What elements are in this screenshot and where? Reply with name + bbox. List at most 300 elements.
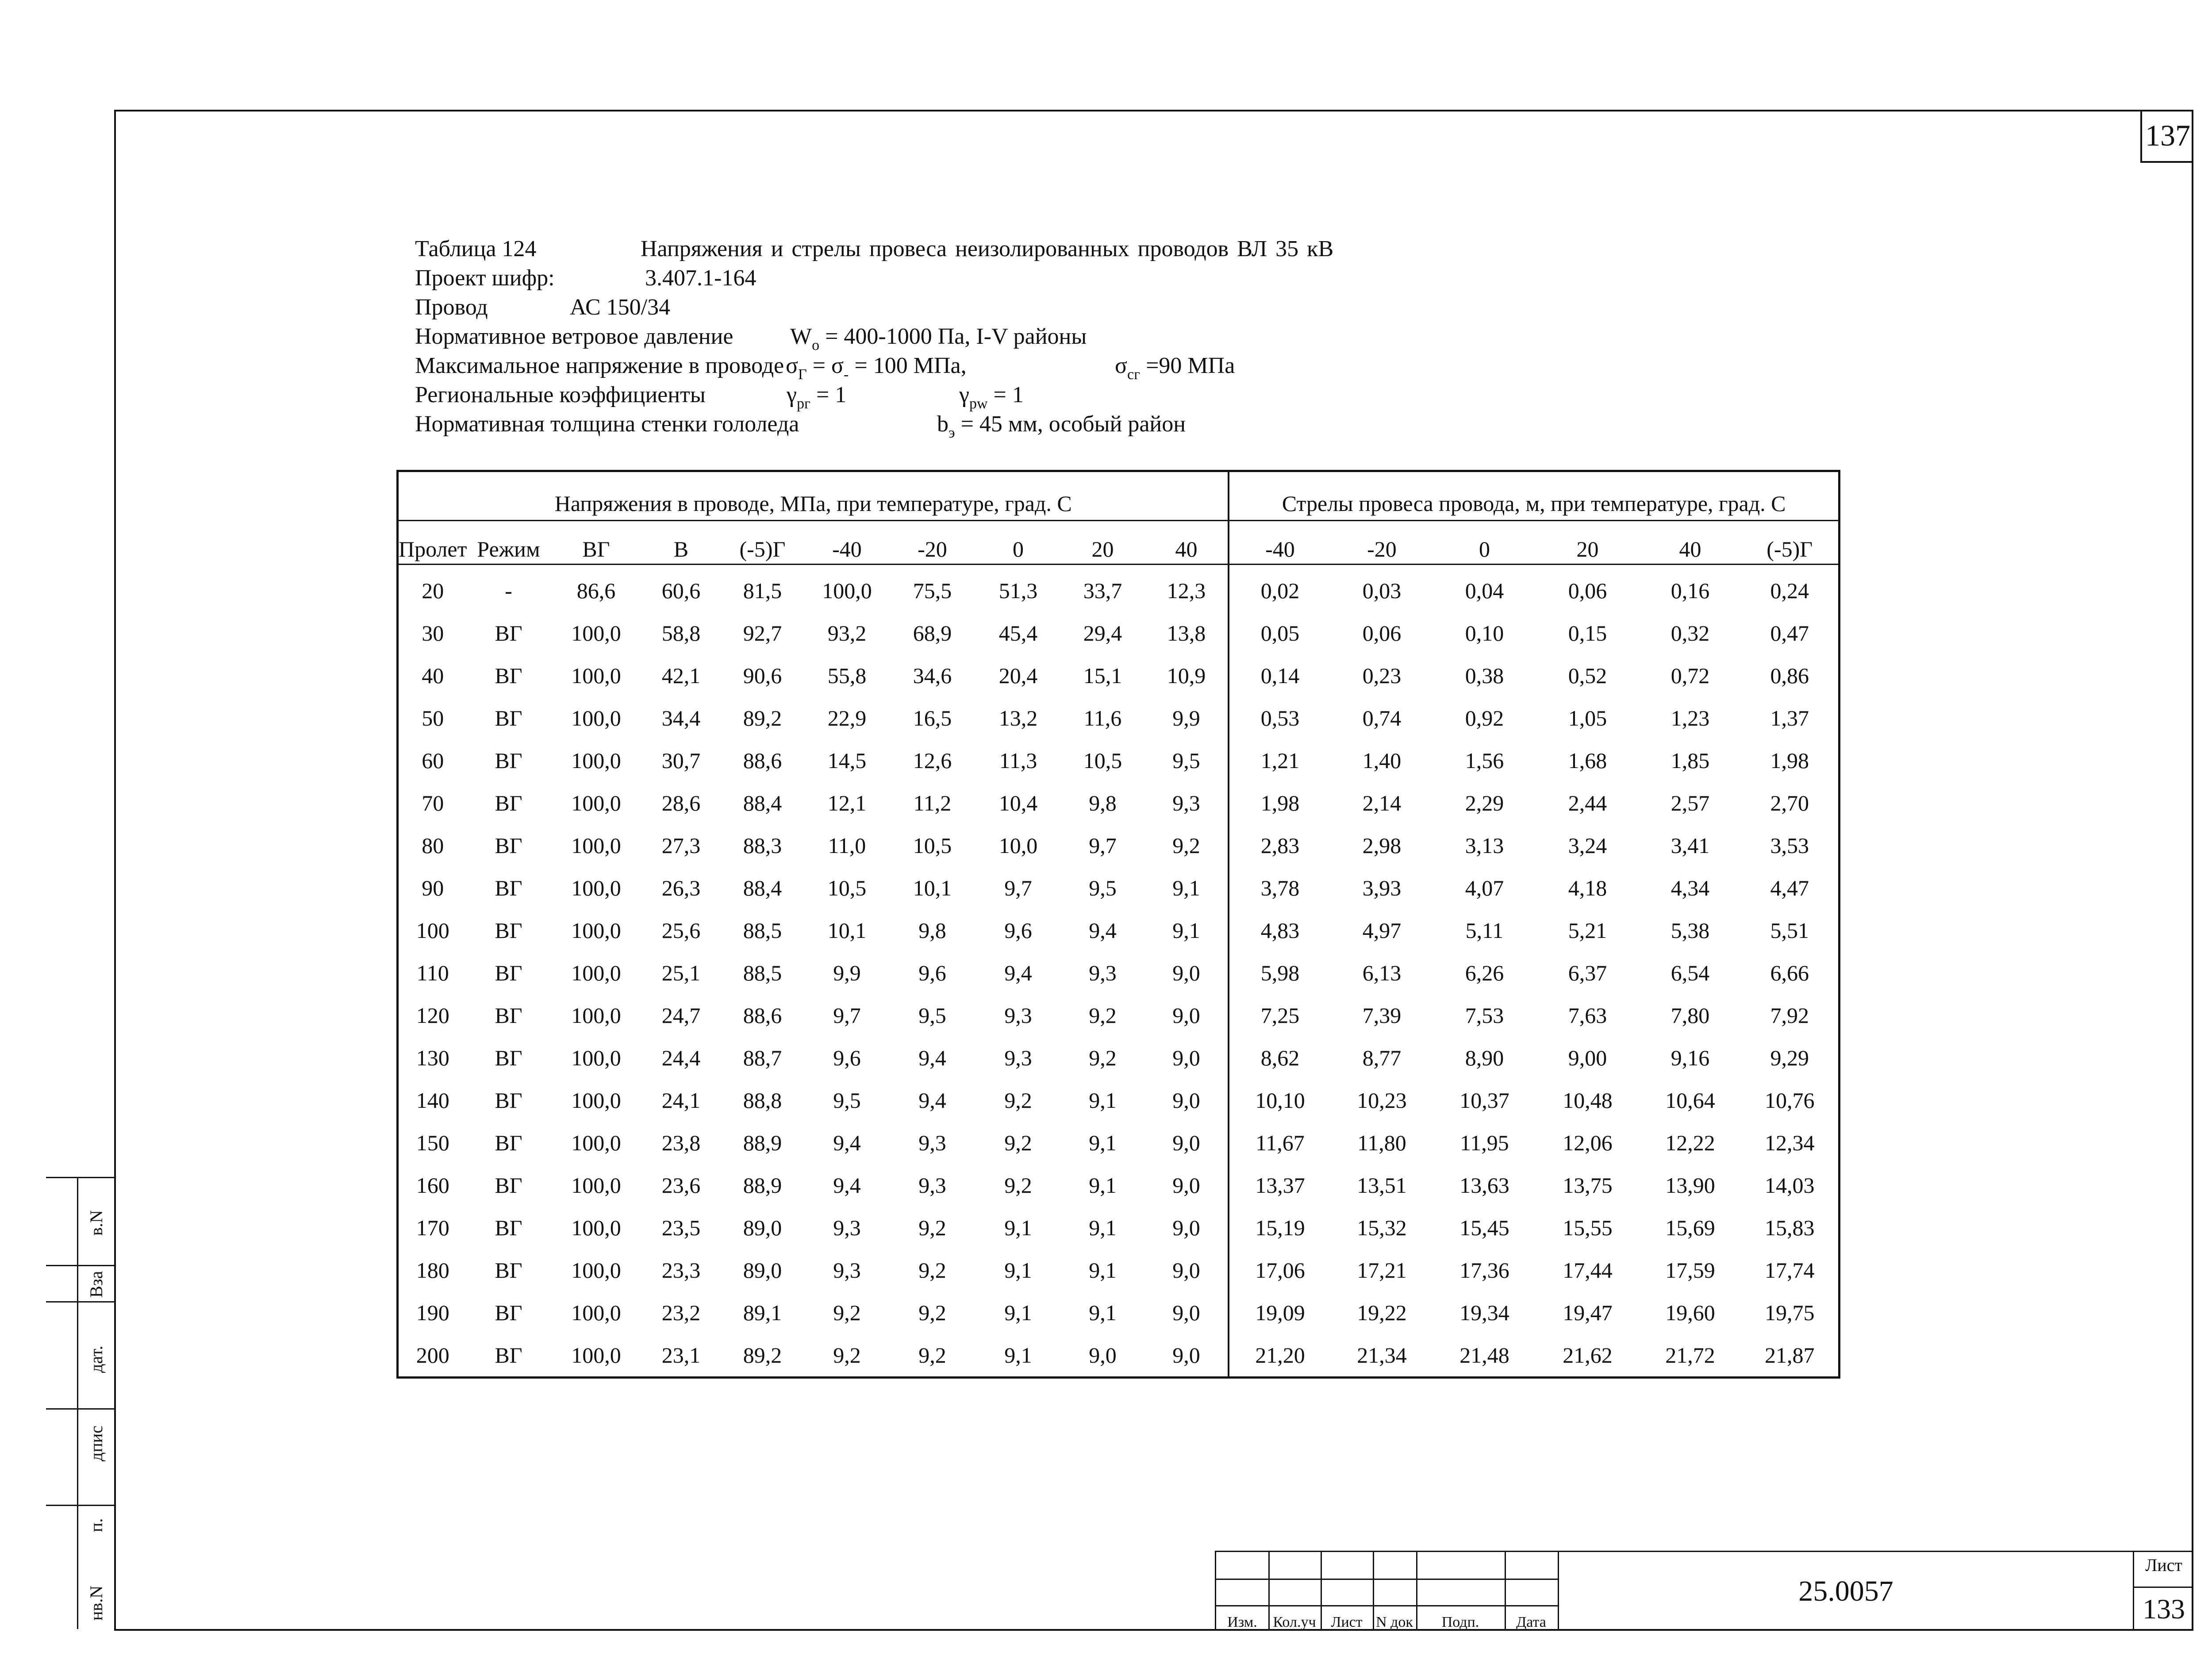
table-cell: 12,6 bbox=[913, 748, 952, 773]
table-cell: 100,0 bbox=[571, 1088, 621, 1113]
table-cell: 23,3 bbox=[661, 1258, 701, 1283]
table-cell: 12,06 bbox=[1563, 1130, 1613, 1155]
table-row bbox=[398, 782, 1839, 824]
table-cell: 11,6 bbox=[1083, 706, 1122, 730]
table-cell: 89,2 bbox=[743, 1343, 782, 1368]
gamma-pg: $\gamma_{pг} = 1$ bbox=[787, 382, 847, 412]
table-cell: 9,3 bbox=[833, 1258, 861, 1283]
table-cell: 0,02 bbox=[1229, 565, 1330, 612]
table-cell: 88,7 bbox=[743, 1045, 782, 1070]
table-cell: 7,92 bbox=[1770, 1003, 1809, 1028]
table-cell: ВГ bbox=[495, 1343, 522, 1368]
table-cell: 93,2 bbox=[827, 621, 867, 645]
column-header: Пролет bbox=[398, 521, 467, 565]
table-cell: 7,53 bbox=[1465, 1003, 1504, 1028]
table-cell: 4,18 bbox=[1568, 876, 1607, 900]
table-cell: 9,1 bbox=[1089, 1215, 1117, 1240]
table-cell: ВГ bbox=[495, 748, 522, 773]
table-cell: 3,53 bbox=[1770, 833, 1809, 858]
table-row bbox=[398, 909, 1839, 952]
table-cell: 170 bbox=[416, 1215, 449, 1240]
table-cell: 89,0 bbox=[743, 1215, 782, 1240]
table-cell: 12,22 bbox=[1665, 1130, 1715, 1155]
table-cell: 9,2 bbox=[1004, 1130, 1032, 1155]
table-cell: 10,5 bbox=[913, 833, 952, 858]
table-cell: 17,59 bbox=[1665, 1258, 1715, 1283]
table-cell: ВГ bbox=[495, 791, 522, 815]
table-cell: ВГ bbox=[495, 1088, 522, 1113]
table-cell: 25,1 bbox=[661, 961, 701, 985]
table-cell: 100,0 bbox=[571, 1003, 621, 1028]
stamp-label: дат. bbox=[86, 1345, 106, 1373]
column-header-row bbox=[398, 521, 1839, 565]
table-cell: 88,4 bbox=[743, 791, 782, 815]
table-cell: 27,3 bbox=[661, 833, 701, 858]
table-cell: 1,21 bbox=[1229, 739, 1330, 782]
table-cell: 9,29 bbox=[1770, 1045, 1809, 1070]
caption-kol: Кол.уч bbox=[1273, 1614, 1316, 1630]
regional-label: Региональные коэффициенты bbox=[415, 382, 706, 407]
table-cell: 7,25 bbox=[1229, 994, 1330, 1037]
column-header: ВГ bbox=[550, 521, 642, 565]
table-cell: 120 bbox=[416, 1003, 449, 1028]
table-cell: 8,90 bbox=[1465, 1045, 1504, 1070]
table-cell: 58,8 bbox=[661, 621, 701, 645]
table-cell: 2,44 bbox=[1568, 791, 1607, 815]
table-cell: 17,74 bbox=[1764, 1258, 1815, 1283]
table-cell: 22,9 bbox=[827, 706, 867, 730]
table-cell: 13,63 bbox=[1459, 1173, 1509, 1198]
table-cell: 0,03 bbox=[1362, 578, 1402, 603]
table-cell: 9,9 bbox=[833, 961, 861, 985]
table-cell: 9,0 bbox=[1172, 1173, 1200, 1198]
table-row bbox=[398, 1037, 1839, 1079]
table-cell: 9,4 bbox=[1089, 918, 1117, 943]
document-code: 25.0057 bbox=[1558, 1551, 2133, 1631]
table-cell: 10,64 bbox=[1665, 1088, 1715, 1113]
table-cell: 88,6 bbox=[743, 748, 782, 773]
sag-group-header: Стрелы провеса провода, м, при температуре, град. С bbox=[1229, 471, 1839, 521]
table-cell: 13,2 bbox=[998, 706, 1038, 730]
table-row bbox=[398, 1079, 1839, 1122]
table-cell: ВГ bbox=[495, 1173, 522, 1198]
table-cell: 9,0 bbox=[1089, 1343, 1117, 1368]
column-header: 20 bbox=[1536, 521, 1639, 565]
stamp-label: п. bbox=[86, 1518, 106, 1532]
table-cell: 160 bbox=[416, 1173, 449, 1198]
table-body bbox=[398, 565, 1839, 1378]
table-cell: 9,2 bbox=[833, 1343, 861, 1368]
table-cell: 19,34 bbox=[1459, 1300, 1509, 1325]
table-row bbox=[398, 867, 1839, 909]
table-cell: 5,98 bbox=[1229, 952, 1330, 994]
column-header: -20 bbox=[1330, 521, 1433, 565]
table-cell: 0,92 bbox=[1465, 706, 1504, 730]
table-cell: 0,05 bbox=[1229, 612, 1330, 654]
table-cell: 9,1 bbox=[1089, 1258, 1117, 1283]
stamp-label: нв.N bbox=[86, 1585, 106, 1621]
table-cell: 9,9 bbox=[1172, 706, 1200, 730]
table-cell: 9,2 bbox=[918, 1215, 946, 1240]
table-label: Таблица 124 bbox=[415, 236, 537, 261]
table-cell: 15,1 bbox=[1083, 663, 1122, 688]
table-cell: 19,09 bbox=[1229, 1291, 1330, 1334]
column-header: (-5)Г bbox=[1741, 521, 1839, 565]
table-cell: 0,23 bbox=[1362, 663, 1402, 688]
table-cell: 10,76 bbox=[1764, 1088, 1815, 1113]
table-cell: 89,0 bbox=[743, 1258, 782, 1283]
wind-pressure: $W_o = 400-1000$ Па, I-V районы bbox=[790, 324, 1087, 353]
table-cell: 4,07 bbox=[1465, 876, 1504, 900]
page-number: 137 bbox=[2140, 110, 2193, 163]
table-cell: 9,0 bbox=[1172, 1045, 1200, 1070]
table-cell: 0,72 bbox=[1671, 663, 1710, 688]
table-cell: 10,10 bbox=[1229, 1079, 1330, 1122]
table-cell: 11,67 bbox=[1229, 1122, 1330, 1164]
column-header: 20 bbox=[1060, 521, 1144, 565]
revision-grid bbox=[1215, 1551, 1558, 1631]
table-cell: 17,06 bbox=[1229, 1249, 1330, 1291]
table-cell: 0,24 bbox=[1770, 578, 1809, 603]
table-cell: 1,56 bbox=[1465, 748, 1504, 773]
stamp-label: дпис bbox=[86, 1425, 106, 1461]
table-cell: ВГ bbox=[495, 1215, 522, 1240]
caption-ndok: N док bbox=[1376, 1614, 1413, 1630]
column-header: 0 bbox=[1433, 521, 1536, 565]
caption-podp: Подп. bbox=[1441, 1614, 1479, 1630]
table-cell: 9,1 bbox=[1004, 1343, 1032, 1368]
table-cell: 2,83 bbox=[1229, 824, 1330, 867]
table-cell: 5,38 bbox=[1671, 918, 1710, 943]
table-cell: 88,5 bbox=[743, 918, 782, 943]
table-cell: 88,3 bbox=[743, 833, 782, 858]
table-cell: 100,0 bbox=[571, 876, 621, 900]
table-cell: 9,0 bbox=[1172, 1258, 1200, 1283]
table-cell: 9,0 bbox=[1172, 1300, 1200, 1325]
table-cell: 9,7 bbox=[1004, 876, 1032, 900]
table-cell: 9,7 bbox=[1089, 833, 1117, 858]
table-cell: ВГ bbox=[495, 1045, 522, 1070]
table-row bbox=[398, 1249, 1839, 1291]
table-cell: 6,37 bbox=[1568, 961, 1607, 985]
column-header: В bbox=[642, 521, 720, 565]
table-cell: 50 bbox=[422, 706, 444, 730]
table-cell: 21,48 bbox=[1459, 1343, 1509, 1368]
table-cell: 6,54 bbox=[1671, 961, 1710, 985]
table-cell: 10,4 bbox=[998, 791, 1038, 815]
table-cell: 9,2 bbox=[1004, 1173, 1032, 1198]
ice-thickness: $b_э = 45$ мм, особый район bbox=[937, 411, 1186, 441]
table-cell: 9,2 bbox=[1089, 1045, 1117, 1070]
table-cell: 0,06 bbox=[1568, 578, 1607, 603]
table-cell: 1,37 bbox=[1770, 706, 1809, 730]
table-cell: 100 bbox=[416, 918, 449, 943]
table-cell: 9,2 bbox=[918, 1343, 946, 1368]
table-cell: 15,32 bbox=[1357, 1215, 1407, 1240]
table-cell: 11,3 bbox=[999, 748, 1037, 773]
table-cell: 9,8 bbox=[918, 918, 946, 943]
table-cell: 34,4 bbox=[661, 706, 701, 730]
table-cell: 75,5 bbox=[913, 578, 952, 603]
table-cell: 9,3 bbox=[918, 1173, 946, 1198]
table-cell: 2,70 bbox=[1770, 791, 1809, 815]
table-cell: 0,04 bbox=[1465, 578, 1504, 603]
sheet-number: 133 bbox=[2134, 1587, 2193, 1632]
table-cell: ВГ bbox=[495, 663, 522, 688]
table-cell: 15,69 bbox=[1665, 1215, 1715, 1240]
ice-label: Нормативная толщина стенки гололеда bbox=[415, 411, 799, 437]
table-cell: 9,00 bbox=[1568, 1045, 1607, 1070]
table-cell: 9,3 bbox=[1004, 1045, 1032, 1070]
table-cell: 26,3 bbox=[661, 876, 701, 900]
table-cell: 3,24 bbox=[1568, 833, 1607, 858]
table-cell: 9,1 bbox=[1004, 1215, 1032, 1240]
table-cell: 150 bbox=[416, 1130, 449, 1155]
table-row bbox=[398, 1291, 1839, 1334]
table-cell: 9,0 bbox=[1172, 1130, 1200, 1155]
table-cell: 140 bbox=[416, 1088, 449, 1113]
table-cell: 15,19 bbox=[1229, 1206, 1330, 1249]
table-cell: 10,48 bbox=[1563, 1088, 1613, 1113]
table-cell: 19,47 bbox=[1563, 1300, 1613, 1325]
gamma-pw: $\gamma_{pw} = 1$ bbox=[959, 382, 1024, 412]
table-cell: 10,5 bbox=[827, 876, 867, 900]
sheet-label: Лист bbox=[2145, 1555, 2182, 1575]
sheet-box bbox=[2133, 1551, 2193, 1631]
table-cell: 0,10 bbox=[1465, 621, 1504, 645]
caption-data: Дата bbox=[1516, 1614, 1546, 1630]
table-cell: 60,6 bbox=[661, 578, 701, 603]
wire-label: Провод bbox=[415, 295, 488, 320]
table-cell: 9,6 bbox=[833, 1045, 861, 1070]
table-cell: ВГ bbox=[495, 918, 522, 943]
table-cell: 9,6 bbox=[918, 961, 946, 985]
column-header: -40 bbox=[805, 521, 889, 565]
table-cell: 9,3 bbox=[1172, 791, 1200, 815]
table-cell: 9,16 bbox=[1671, 1045, 1710, 1070]
table-cell: 7,39 bbox=[1362, 1003, 1402, 1028]
table-cell: ВГ bbox=[495, 961, 522, 985]
table-cell: 19,60 bbox=[1665, 1300, 1715, 1325]
table-cell: 10,0 bbox=[998, 833, 1038, 858]
table-cell: 0,32 bbox=[1671, 621, 1710, 645]
table-cell: 100,0 bbox=[571, 961, 621, 985]
table-cell: 100,0 bbox=[571, 1215, 621, 1240]
table-cell: 24,4 bbox=[661, 1045, 701, 1070]
table-cell: ВГ bbox=[495, 621, 522, 645]
table-cell: 100,0 bbox=[571, 748, 621, 773]
table-cell: 30,7 bbox=[661, 748, 701, 773]
column-header: -40 bbox=[1229, 521, 1330, 565]
table-cell: 0,15 bbox=[1568, 621, 1607, 645]
table-cell: 88,6 bbox=[743, 1003, 782, 1028]
table-cell: 10,1 bbox=[913, 876, 952, 900]
table-cell: 14,03 bbox=[1764, 1173, 1815, 1198]
table-cell: 5,11 bbox=[1465, 918, 1504, 943]
table-row bbox=[398, 1334, 1839, 1378]
table-cell: 3,78 bbox=[1229, 867, 1330, 909]
table-cell: 20,4 bbox=[998, 663, 1038, 688]
table-cell: 15,83 bbox=[1764, 1215, 1815, 1240]
table-cell: ВГ bbox=[495, 1258, 522, 1283]
table-cell: 100,0 bbox=[571, 663, 621, 688]
table-cell: 9,3 bbox=[1089, 961, 1117, 985]
table-cell: 0,14 bbox=[1229, 654, 1330, 697]
table-cell: 9,2 bbox=[1089, 1003, 1117, 1028]
table-cell: 0,47 bbox=[1770, 621, 1809, 645]
table-cell: 9,5 bbox=[1089, 876, 1117, 900]
table-cell: 23,6 bbox=[661, 1173, 701, 1198]
avg-stress: $\sigma_{cг} =90$ МПа bbox=[1115, 353, 1235, 383]
table-cell: 100,0 bbox=[822, 578, 872, 603]
table-cell: ВГ bbox=[495, 706, 522, 730]
table-cell: 100,0 bbox=[571, 1343, 621, 1368]
table-cell: 100,0 bbox=[571, 791, 621, 815]
table-cell: 21,34 bbox=[1357, 1343, 1407, 1368]
table-cell: 9,1 bbox=[1004, 1300, 1032, 1325]
table-cell: 13,90 bbox=[1665, 1173, 1715, 1198]
column-header: -20 bbox=[889, 521, 975, 565]
table-cell: 92,7 bbox=[743, 621, 782, 645]
table-cell: 21,72 bbox=[1665, 1343, 1715, 1368]
table-cell: 5,51 bbox=[1770, 918, 1809, 943]
table-cell: 7,80 bbox=[1671, 1003, 1710, 1028]
table-cell: 200 bbox=[416, 1343, 449, 1368]
table-cell: 13,8 bbox=[1167, 621, 1206, 645]
table-cell: 11,0 bbox=[828, 833, 866, 858]
table-cell: 100,0 bbox=[571, 918, 621, 943]
table-cell: 1,98 bbox=[1229, 782, 1330, 824]
table-cell: 86,6 bbox=[576, 578, 616, 603]
table-cell: 9,2 bbox=[1004, 1088, 1032, 1113]
table-cell: 23,8 bbox=[661, 1130, 701, 1155]
table-cell: 33,7 bbox=[1083, 578, 1122, 603]
table-cell: 15,45 bbox=[1459, 1215, 1509, 1240]
table-cell: 9,1 bbox=[1172, 918, 1200, 943]
table-cell: 100,0 bbox=[571, 1045, 621, 1070]
table-cell: 23,2 bbox=[661, 1300, 701, 1325]
table-cell: 9,8 bbox=[1089, 791, 1117, 815]
table-cell: 9,7 bbox=[833, 1003, 861, 1028]
table-cell: 0,06 bbox=[1362, 621, 1402, 645]
table-cell: 9,0 bbox=[1172, 1343, 1200, 1368]
table-cell: 0,38 bbox=[1465, 663, 1504, 688]
table-cell: 130 bbox=[416, 1045, 449, 1070]
table-cell: 9,1 bbox=[1089, 1300, 1117, 1325]
table-cell: ВГ bbox=[495, 1300, 522, 1325]
table-cell: 55,8 bbox=[827, 663, 867, 688]
caption-list: Лист bbox=[1331, 1614, 1363, 1630]
column-header: (-5)Г bbox=[720, 521, 805, 565]
table-cell: 9,4 bbox=[833, 1130, 861, 1155]
table-cell: 4,47 bbox=[1770, 876, 1809, 900]
stress-group-header: Напряжения в проводе, МПа, при температуре, град. С bbox=[398, 471, 1229, 521]
table-cell: 88,9 bbox=[743, 1130, 782, 1155]
stress-sag-table bbox=[396, 470, 1840, 1379]
project-code: 3.407.1-164 bbox=[645, 265, 757, 291]
table-cell: 0,74 bbox=[1362, 706, 1402, 730]
table-cell: 0,16 bbox=[1671, 578, 1710, 603]
table-row bbox=[398, 952, 1839, 994]
table-cell: 10,5 bbox=[1083, 748, 1122, 773]
table-cell: 9,1 bbox=[1089, 1088, 1117, 1113]
table-cell: 9,1 bbox=[1172, 876, 1200, 900]
table-cell: 80 bbox=[422, 833, 444, 858]
table-cell: 9,2 bbox=[918, 1258, 946, 1283]
table-cell: 3,13 bbox=[1465, 833, 1504, 858]
table-cell: 9,0 bbox=[1172, 1003, 1200, 1028]
table-cell: 14,5 bbox=[827, 748, 867, 773]
table-cell: 100,0 bbox=[571, 1258, 621, 1283]
table-cell: 9,0 bbox=[1172, 1088, 1200, 1113]
column-header: 40 bbox=[1144, 521, 1229, 565]
table-cell: 10,37 bbox=[1459, 1088, 1509, 1113]
table-cell: 29,4 bbox=[1083, 621, 1122, 645]
table-cell: 34,6 bbox=[913, 663, 952, 688]
table-row bbox=[398, 697, 1839, 739]
table-cell: 1,98 bbox=[1770, 748, 1809, 773]
table-cell: 6,26 bbox=[1465, 961, 1504, 985]
table-row bbox=[398, 1164, 1839, 1206]
table-cell: 9,1 bbox=[1004, 1258, 1032, 1283]
table-cell: 6,13 bbox=[1362, 961, 1402, 985]
table-cell: 8,77 bbox=[1362, 1045, 1402, 1070]
table-cell: 9,3 bbox=[918, 1130, 946, 1155]
table-cell: 21,20 bbox=[1229, 1334, 1330, 1378]
table-cell: 12,1 bbox=[827, 791, 867, 815]
table-cell: 4,34 bbox=[1671, 876, 1710, 900]
table-cell: 9,2 bbox=[918, 1300, 946, 1325]
table-cell: 89,2 bbox=[743, 706, 782, 730]
max-stress: $\sigma_Г = \sigma_- = 100$ МПа, bbox=[786, 353, 967, 383]
caption-izm: Изм. bbox=[1227, 1614, 1257, 1630]
table-cell: 40 bbox=[422, 663, 444, 688]
table-cell: 88,8 bbox=[743, 1088, 782, 1113]
table-cell: 1,23 bbox=[1671, 706, 1710, 730]
table-cell: ВГ bbox=[495, 876, 522, 900]
table-cell: 10,1 bbox=[827, 918, 867, 943]
table-cell: 3,41 bbox=[1671, 833, 1710, 858]
table-cell: 100,0 bbox=[571, 1130, 621, 1155]
table-cell: 9,5 bbox=[918, 1003, 946, 1028]
table-cell: 0,53 bbox=[1229, 697, 1330, 739]
wire-value: АС 150/34 bbox=[570, 295, 671, 320]
table-cell: 190 bbox=[416, 1300, 449, 1325]
table-cell: 1,40 bbox=[1362, 748, 1402, 773]
table-cell: 81,5 bbox=[743, 578, 782, 603]
table-cell: 16,5 bbox=[913, 706, 952, 730]
table-cell: 89,1 bbox=[743, 1300, 782, 1325]
table-cell: 7,63 bbox=[1568, 1003, 1607, 1028]
table-cell: 9,6 bbox=[1004, 918, 1032, 943]
table-cell: ВГ bbox=[495, 833, 522, 858]
table-cell: 4,83 bbox=[1229, 909, 1330, 952]
table-cell: 9,5 bbox=[1172, 748, 1200, 773]
table-row bbox=[398, 1206, 1839, 1249]
table-cell: 12,3 bbox=[1167, 578, 1206, 603]
project-label: Проект шифр: bbox=[415, 265, 555, 291]
table-cell: 3,93 bbox=[1362, 876, 1402, 900]
table-cell: 100,0 bbox=[571, 1173, 621, 1198]
column-header: 0 bbox=[975, 521, 1060, 565]
table-cell: 25,6 bbox=[661, 918, 701, 943]
table-cell: 88,4 bbox=[743, 876, 782, 900]
table-cell: 180 bbox=[416, 1258, 449, 1283]
table-cell: 9,1 bbox=[1089, 1130, 1117, 1155]
table-cell: 11,2 bbox=[913, 791, 952, 815]
table-cell: 2,98 bbox=[1362, 833, 1402, 858]
table-cell: 30 bbox=[422, 621, 444, 645]
